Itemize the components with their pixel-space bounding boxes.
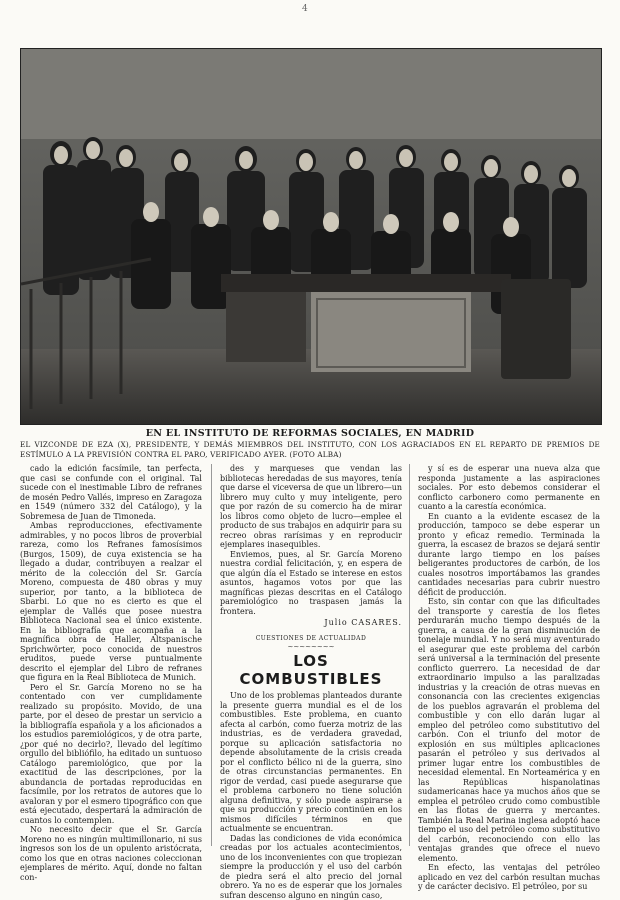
photo-caption-title: EN EL INSTITUTO DE REFORMAS SOCIALES, EN MADRID	[0, 428, 620, 439]
paragraph: Dadas las condiciones de vida económica creadas por los actuales acontecimientos, uno de los inconvenientes con que tropiezan siempre la producción y el uso del carbón de piedra será el alto precio del jornal obrero. Ya no es de esperar que los jornales sufran descenso alguno en ningún caso,	[220, 834, 402, 900]
article-column-3	[418, 464, 600, 892]
column-divider	[409, 464, 410, 846]
page-number: 4	[302, 4, 308, 14]
group-photograph	[20, 48, 602, 425]
paragraph: Pero el Sr. García Moreno no se ha contentado con ver cumplidamente realizado su propósito. Movido, de una parte, por el deseo de prestar un servicio a la bibliografía española y a los aficionados a los estudios paremiológicos, y de otra parte, ¿por qué no decirlo?, llevado del legítimo orgullo del bibliófilo, ha editado un suntuoso Catálogo paremiológico, que por la exactitud de las descripciones, por la abundancia de portadas reproducidas en facsímile, por los retratos de autores que lo avaloran y por el esmero tipográfico con que está ejecutado, despertará la admiración de cuantos lo contemplen.	[20, 683, 202, 826]
paragraph: En efecto, las ventajas del petróleo aplicado en vez del carbón resultan muchas y de carácter decisivo. El petróleo, por su	[418, 863, 600, 892]
article-column-1	[20, 464, 202, 882]
column-divider	[211, 464, 212, 846]
paragraph: Enviemos, pues, al Sr. García Moreno nuestra cordial felicitación, y, en espera de que algún día el Estado se interese en estos asuntos, hagamos votos por que las magníficas piezas descritas en el Catálogo paremiológico no traspasen jamás la frontera.	[220, 550, 402, 617]
paragraph: Uno de los problemas planteados durante la presente guerra mundial es el de los combustibles. Este problema, en cuanto afecta al carbón, como fuerza motriz de las industrias, es de verdadera gravedad, porque su aplicación satisfactoria no depende absolutamente de la crisis creada por el conflicto bélico ni de la guerra, sino de otras circunstancias permanentes. En rigor de verdad, casi puede asegurarse que el problema carbonero no tiene solución alguna definitiva, y sólo puede aspirarse a que su producción y precio continúen en los mismos difíciles términos en que actualmente se encuentran.	[220, 691, 402, 834]
section-label: CUESTIONES DE ACTUALIDAD	[220, 634, 402, 644]
paragraph: No necesito decir que el Sr. García Moreno no es ningún multimillonario, ni sus ingresos son los de un opulento aristócrata, como los que en otras naciones coleccionan ejemplares de mérito. Aquí, donde no faltan con-	[20, 825, 202, 882]
paragraph: Ambas reproducciones, efectivamente admirables, y no pocos libros de proverbial rareza, como los Refranes famosísimos (Burgos, 1509), de cuya existencia se ha llegado a dudar, contribuyen a realzar el mérito de la colección del Sr. García Moreno, compuesta de 480 obras y muy superior, por tanto, a la biblioteca de Sbarbi. Lo que no es cierto es que el ejemplar de Vallés que posee nuestra Biblioteca Nacional sea el único existente. En la bibliografía que acompaña a la magnífica obra de Haller, Altspanische Sprichwörter, poco conocida de nuestros eruditos, puede verse puntualmente descrito el ejemplar del Libro de refranes que figura en la Real Biblioteca de Munich.	[20, 521, 202, 683]
article-headline: LOS COMBUSTIBLES	[220, 652, 402, 688]
paragraph: En cuanto a la evidente escasez de la producción, tampoco se debe esperar un pronto y eficaz remedio. Terminada la guerra, la escasez de brazos se dejará sentir durante largo tiempo en los países beligerantes productores de carbón, de los cuales nosotros importábamos las grandes cantidades necesarias para cubrir nuestro déficit de producción.	[418, 512, 600, 598]
paragraph: y sí es de esperar una nueva alza que responda justamente a las aspiraciones sociales. Por esto debemos considerar el conflicto carbonero como permanente en cuanto a la carestía económica.	[418, 464, 600, 512]
paragraph: des y marqueses que vendan las bibliotecas heredadas de sus mayores, tenía que darse el viceversa de que un librero—un librero muy culto y muy inteligente, pero que por razón de su comercio ha de mirar los libros como objeto de lucro—emplee el producto de sus trabajos en adquirir para su recreo obras rarísimas y en reproducir ejemplares inasequibles.	[220, 464, 402, 550]
author-signature: Julio CASARES.	[220, 618, 402, 628]
photo-caption-text: EL VIZCONDE DE EZA (X), PRESIDENTE, Y DEMÁS MIEMBROS DEL INSTITUTO, CON LOS AGRACIADOS EN EL REPARTO DE PREMIOS DE ESTÍMULO A LA PREVISIÓN CONTRA EL PARO, VERIFICADO AYER. (FOTO ALBA)	[20, 440, 600, 460]
paragraph: Esto, sin contar con que las dificultades del transporte y carestía de los fletes perdurarán mucho tiempo después de la guerra, a causa de la gran disminución de tonelaje mundial. Y no será muy aventurado el asegurar que este problema del carbón será universal a la terminación del presente conflicto guerrero. La necesidad de dar extraordinario impulso a las paralizadas industrias y la creación de otras nuevas en consonancia con las crecientes exigencias de los pueblos agravarán el problema del combustible y con ello darán lugar al empleo del petróleo como substitutivo del carbón. Con el triunfo del motor de explosión en sus múltiples aplicaciones pasarán el petróleo y sus derivados al primer lugar entre los combustibles de necesidad elemental. En Norteamérica y en las Repúblicas hispanolatinas sudamericanas hace ya muchos años que se emplea el petróleo crudo como combustible en las flotas de guerra y mercantes. También la Real Marina inglesa adoptó hace tiempo el uso del petróleo como substitutivo del carbón, reconociendo con ello las ventajas grandes que ofrece el nuevo elemento.	[418, 597, 600, 863]
paragraph: cado la edición facsímile, tan perfecta, que casi se confunde con el original. Tal sucede con el inestimable Libro de refranes de mosén Pedro Vallés, impreso en Zaragoza en 1549 (número 332 del Catálogo), y la Sobremesa de Juan de Timoneda.	[20, 464, 202, 521]
article-column-2	[220, 464, 402, 900]
group-photo-icon	[21, 49, 601, 424]
ornament-divider: ~~~~~~~~	[220, 644, 402, 651]
